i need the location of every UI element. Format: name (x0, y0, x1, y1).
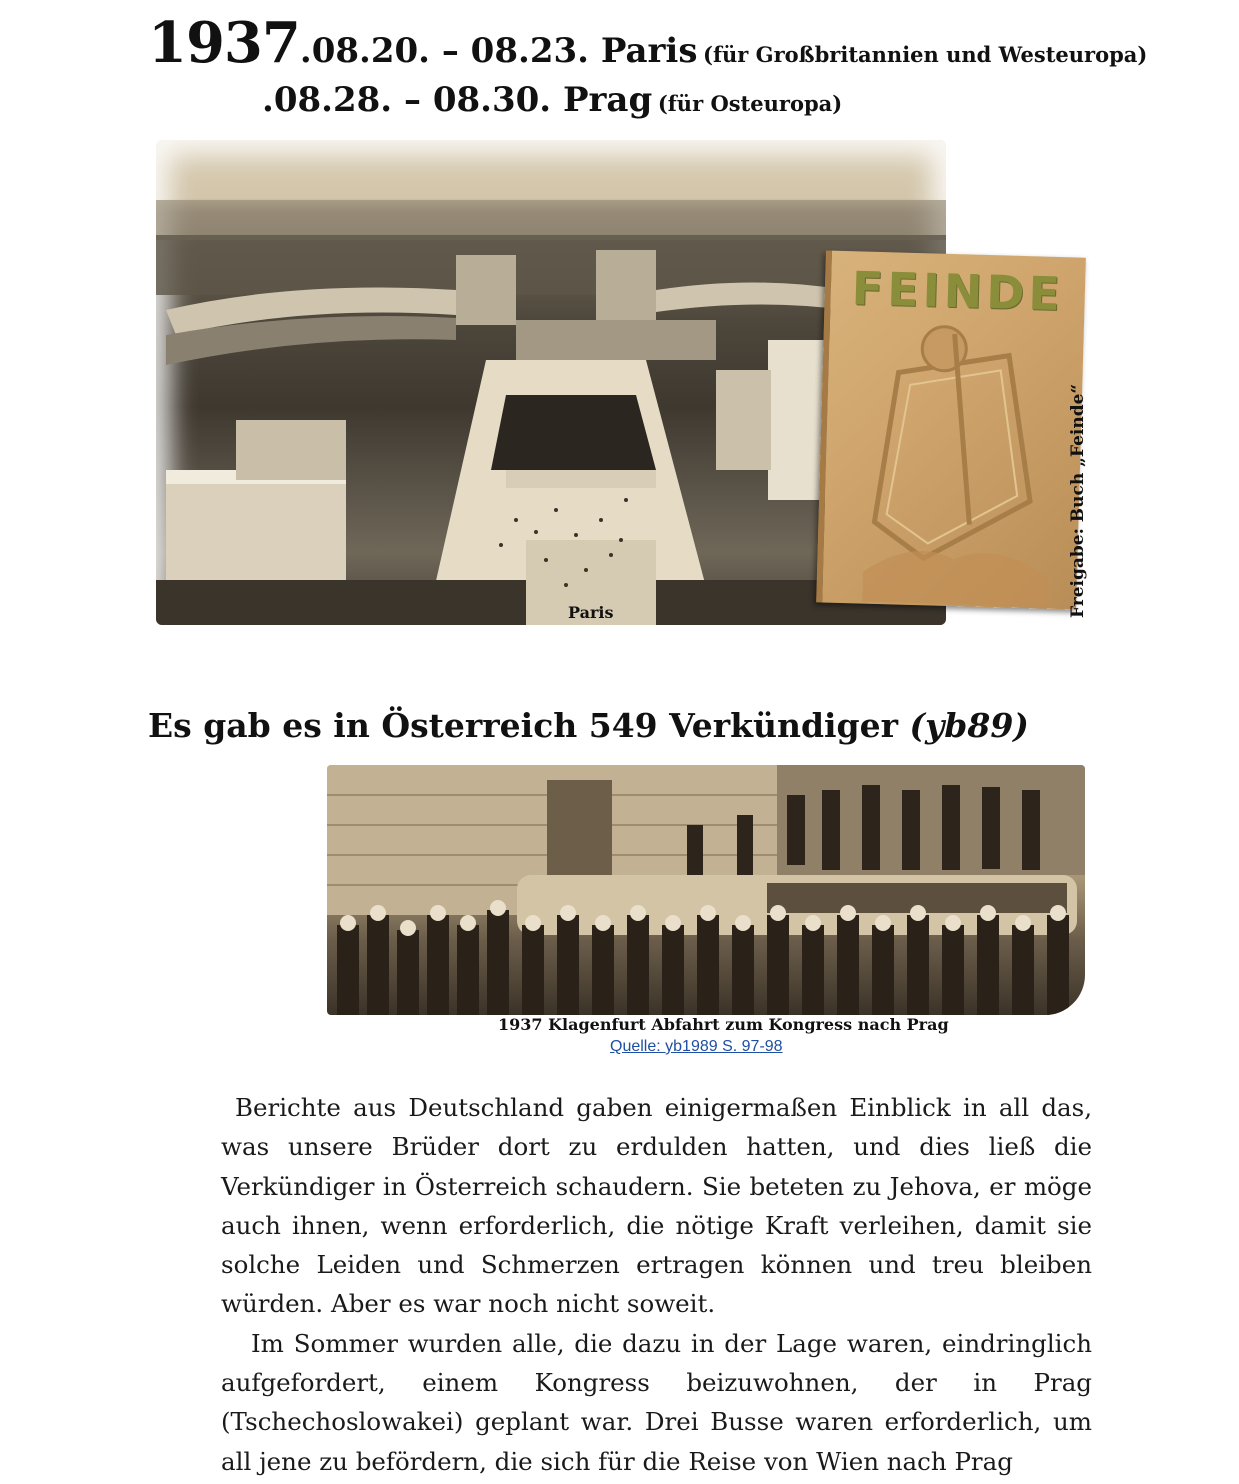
heading-paris-dates: .08.20. – 08.23. Paris (299, 31, 698, 71)
group-photo-caption: 1937 Klagenfurt Abfahrt zum Kongress nach Prag (498, 1015, 949, 1034)
heading-prag-note: (für Osteuropa) (657, 91, 843, 116)
heading-year: 1937 (148, 10, 300, 76)
heading-paris-note: (für Großbritannien und Westeuropa) (703, 42, 1148, 67)
section-title-text: Es gab es in Österreich 549 Verkündiger (148, 706, 899, 745)
heading-prag-dates: .08.28. – 08.30. Prag (262, 80, 653, 120)
body-text (221, 1088, 1092, 1481)
heading-line-paris (148, 10, 1147, 76)
section-title-ref: (yb89) (909, 706, 1029, 745)
klagenfurt-group-photo (327, 765, 1085, 1015)
book-release-label: Freigabe: Buch „Feinde“ (1068, 383, 1088, 618)
heading-line-prag (262, 80, 842, 120)
book-feinde-cover (816, 250, 1086, 609)
book-embossing-shield (822, 311, 1078, 608)
book-title: FEINDE (851, 261, 1065, 322)
body-paragraph-1: Berichte aus Deutschland gaben einigermaßen Einblick in all das, was unsere Brüder dort zu erdulden hatten, und dies ließ die Verkündiger in Österreich schaudern. Sie beteten zu Jehova, er möge auch ihnen, wenn erforderlich, die nötige Kraft verleihen, damit sie solche Leiden und Schmerzen ertragen können und treu bleiben würden. Aber es war noch nicht soweit. (221, 1093, 1092, 1319)
group-photo-source-link[interactable]: Quelle: yb1989 S. 97-98 (610, 1038, 783, 1055)
body-paragraph-2: Im Sommer wurden alle, die dazu in der Lage waren, eindringlich aufgefordert, einem Kongress beizuwohnen, der in Prag (Tschechoslowakei) geplant war. Drei Busse waren erforderlich, um all jene zu befördern, die sich für die Reise von Wien nach Prag (221, 1328, 1092, 1476)
paris-photo-caption: Paris (568, 603, 614, 622)
section-title (148, 706, 1029, 745)
